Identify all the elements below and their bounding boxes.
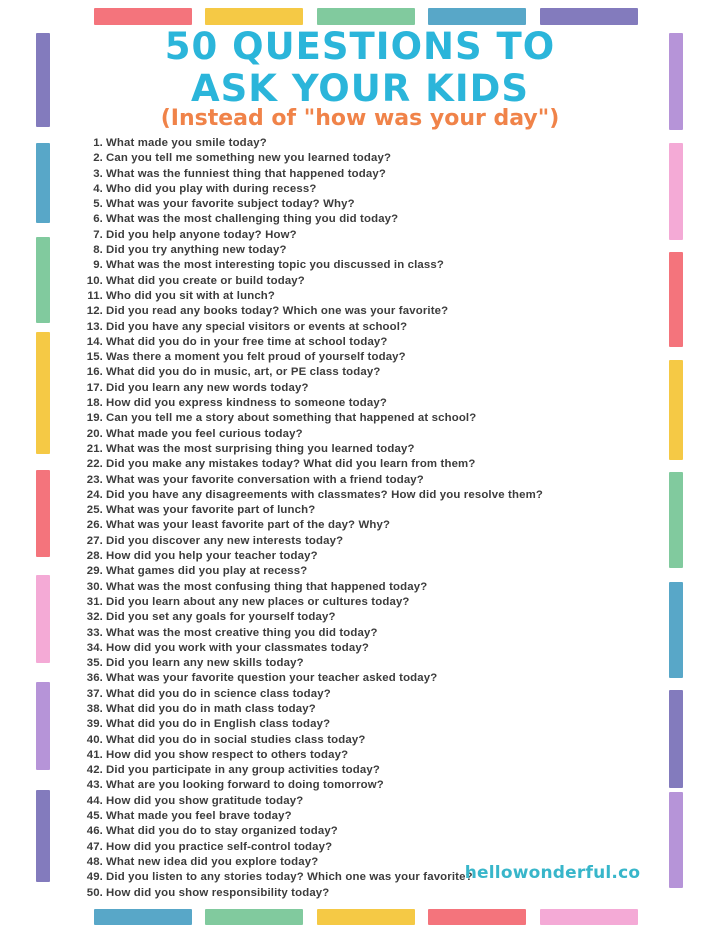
question-text: What did you create or build today? — [106, 274, 305, 287]
question-row — [58, 243, 543, 258]
question-number: 42. — [86, 764, 103, 777]
question-row — [58, 534, 543, 549]
right-bar-blue — [669, 582, 683, 678]
question-number: 2. — [93, 152, 103, 165]
question-number: 8. — [93, 244, 103, 257]
question-row — [58, 503, 543, 518]
question-number: 26. — [86, 519, 103, 532]
question-number: 6. — [93, 213, 103, 226]
question-text: Did you try anything new today? — [106, 244, 287, 257]
question-row — [58, 350, 543, 365]
question-number: 49. — [86, 871, 103, 884]
question-row — [58, 411, 543, 426]
question-text: Who did you sit with at lunch? — [106, 289, 276, 302]
question-text: Can you tell me a story about something that happened at school? — [106, 412, 477, 425]
left-bar-purple — [36, 790, 50, 882]
right-bar-coral — [669, 252, 683, 347]
question-row — [58, 840, 543, 855]
question-number: 45. — [86, 810, 103, 823]
question-text: How did you show respect to others today? — [106, 748, 349, 761]
question-text: Did you help anyone today? How? — [106, 228, 297, 241]
question-row — [58, 748, 543, 763]
page-title — [60, 26, 660, 110]
question-row — [58, 473, 543, 488]
question-text: What did you do in social studies class today? — [106, 733, 366, 746]
question-row — [58, 427, 543, 442]
question-number: 38. — [86, 702, 103, 715]
left-bar-green — [36, 237, 50, 323]
question-number: 30. — [86, 580, 103, 593]
question-row — [58, 136, 543, 151]
question-text: Did you have any special visitors or events at school? — [106, 320, 408, 333]
question-row — [58, 626, 543, 641]
bottom-bar-blue — [94, 909, 192, 925]
question-text: What made you smile today? — [106, 137, 267, 149]
question-number: 11. — [87, 289, 103, 302]
question-text: How did you express kindness to someone today? — [106, 397, 387, 410]
bottom-bar-yellow — [317, 909, 415, 925]
question-row — [58, 304, 543, 319]
right-bar-lavender — [669, 792, 683, 888]
question-row — [58, 197, 543, 212]
question-number: 21. — [86, 442, 103, 455]
question-number: 34. — [86, 641, 103, 654]
question-text: Did you have any disagreements with classmates? How did you resolve them? — [106, 488, 543, 501]
question-number: 44. — [86, 794, 103, 807]
page-title-line2: ASK YOUR KIDS — [191, 67, 529, 110]
question-row — [58, 549, 543, 564]
question-text: What did you do in science class today? — [106, 687, 331, 700]
question-number: 43. — [86, 779, 103, 792]
question-row — [58, 335, 543, 350]
question-number: 37. — [86, 687, 103, 700]
question-number: 47. — [86, 840, 103, 853]
question-row — [58, 182, 543, 197]
right-bar-green — [669, 472, 683, 568]
question-number: 16. — [86, 366, 103, 379]
question-number: 15. — [86, 351, 103, 364]
bottom-bar-green — [205, 909, 303, 925]
question-row — [58, 289, 543, 304]
question-row — [58, 365, 543, 380]
question-number: 18. — [86, 397, 103, 410]
question-row — [58, 442, 543, 457]
question-text: Did you set any goals for yourself today? — [106, 611, 336, 624]
question-text: What made you feel curious today? — [106, 427, 303, 440]
right-bar-pink — [669, 143, 683, 240]
question-row — [58, 656, 543, 671]
question-row — [58, 702, 543, 717]
question-text: What was the most interesting topic you discussed in class? — [106, 259, 444, 272]
question-number: 14. — [86, 335, 103, 348]
question-text: Was there a moment you felt proud of yourself today? — [106, 351, 406, 364]
right-bar-lavender — [669, 33, 683, 130]
question-text: What was the funniest thing that happened today? — [106, 167, 386, 180]
question-number: 48. — [86, 855, 103, 868]
question-row — [58, 794, 543, 809]
question-row — [58, 151, 543, 166]
question-text: How did you work with your classmates today? — [106, 641, 369, 654]
question-row — [58, 580, 543, 595]
question-text: How did you help your teacher today? — [106, 550, 318, 563]
question-text: Did you learn any new skills today? — [106, 657, 304, 670]
question-number: 9. — [93, 259, 103, 272]
question-text: Did you read any books today? Which one was your favorite? — [106, 305, 449, 318]
question-text: What did you do in English class today? — [106, 718, 331, 731]
question-text: What was the most surprising thing you learned today? — [106, 442, 415, 455]
question-number: 3. — [93, 167, 103, 180]
question-text: What did you do in math class today? — [106, 702, 316, 715]
question-text: What was the most challenging thing you did today? — [106, 213, 399, 226]
question-number: 39. — [86, 718, 103, 731]
question-number: 24. — [86, 488, 103, 501]
question-number: 35. — [86, 657, 103, 670]
question-text: Did you learn about any new places or cultures today? — [106, 595, 410, 608]
top-bar-coral — [94, 8, 192, 25]
question-row — [58, 763, 543, 778]
question-row — [58, 778, 543, 793]
question-text: How did you show gratitude today? — [106, 794, 304, 807]
question-number: 10. — [86, 274, 103, 287]
question-text: How did you show responsibility today? — [106, 886, 330, 899]
question-row — [58, 518, 543, 533]
question-number: 32. — [86, 611, 103, 624]
page-subtitle: (Instead of "how was your day") — [160, 106, 560, 131]
question-text: Did you make any mistakes today? What did you learn from them? — [106, 458, 476, 471]
question-text: Did you discover any new interests today? — [106, 534, 344, 547]
question-row — [58, 320, 543, 335]
question-row — [58, 228, 543, 243]
question-row — [58, 610, 543, 625]
left-bar-blue — [36, 143, 50, 223]
question-number: 50. — [86, 886, 103, 899]
question-text: Did you listen to any stories today? Which one was your favorite? — [106, 871, 473, 884]
left-bar-pink — [36, 575, 50, 663]
question-number: 33. — [86, 626, 103, 639]
top-bar-purple — [540, 8, 638, 25]
question-text: Who did you play with during recess? — [106, 182, 317, 195]
question-row — [58, 687, 543, 702]
question-number: 4. — [93, 182, 103, 195]
question-text: Did you learn any new words today? — [106, 381, 309, 394]
question-number: 7. — [93, 228, 103, 241]
question-row — [58, 641, 543, 656]
question-number: 40. — [86, 733, 103, 746]
question-number: 19. — [86, 412, 103, 425]
question-row — [58, 564, 543, 579]
question-number: 46. — [86, 825, 103, 838]
left-bar-purple — [36, 33, 50, 127]
top-bar-yellow — [205, 8, 303, 25]
question-row — [58, 824, 543, 839]
question-number: 20. — [86, 427, 103, 440]
question-number: 5. — [93, 198, 103, 211]
question-text: What new idea did you explore today? — [106, 855, 319, 868]
question-text: What did you do in your free time at school today? — [106, 335, 388, 348]
question-number: 31. — [86, 595, 103, 608]
question-row — [58, 258, 543, 273]
question-number: 41. — [86, 748, 103, 761]
question-row — [58, 457, 543, 472]
question-number: 29. — [86, 565, 103, 578]
question-text: How did you practice self-control today? — [106, 840, 333, 853]
question-text: What was your favorite part of lunch? — [106, 504, 316, 517]
question-number: 25. — [86, 504, 103, 517]
question-number: 13. — [86, 320, 103, 333]
question-number: 36. — [86, 672, 103, 685]
right-bar-purple — [669, 690, 683, 788]
question-row — [58, 671, 543, 686]
question-row — [58, 717, 543, 732]
question-text: What did you do in music, art, or PE class today? — [106, 366, 381, 379]
question-text: What was your favorite subject today? Why? — [106, 198, 355, 211]
question-number: 23. — [86, 473, 103, 486]
question-text: What was the most confusing thing that happened today? — [106, 580, 428, 593]
question-number: 17. — [86, 381, 103, 394]
question-text: Can you tell me something new you learned today? — [106, 152, 392, 165]
bottom-bar-coral — [428, 909, 526, 925]
question-number: 1. — [93, 137, 103, 149]
question-text: What are you looking forward to doing tomorrow? — [106, 779, 384, 792]
left-bar-coral — [36, 470, 50, 557]
left-bar-lavender — [36, 682, 50, 770]
question-row — [58, 809, 543, 824]
right-bar-yellow — [669, 360, 683, 460]
question-list — [58, 136, 543, 901]
question-text: What did you do to stay organized today? — [106, 825, 338, 838]
question-row — [58, 274, 543, 289]
footer-brand-link[interactable]: hellowonderful.co — [464, 863, 641, 883]
question-text: What was the most creative thing you did today? — [106, 626, 378, 639]
question-text: What was your least favorite part of the day? Why? — [106, 519, 391, 532]
question-row — [58, 733, 543, 748]
question-row — [58, 886, 543, 901]
question-number: 27. — [86, 534, 103, 547]
question-number: 28. — [86, 550, 103, 563]
question-row — [58, 396, 543, 411]
top-bar-blue — [428, 8, 526, 25]
question-text: What made you feel brave today? — [106, 810, 292, 823]
question-text: Did you participate in any group activities today? — [106, 764, 380, 777]
question-number: 12. — [86, 305, 103, 318]
question-row — [58, 167, 543, 182]
question-row — [58, 381, 543, 396]
bottom-bar-pink — [540, 909, 638, 925]
question-text: What was your favorite conversation with a friend today? — [106, 473, 424, 486]
question-text: What was your favorite question your teacher asked today? — [106, 672, 438, 685]
question-text: What games did you play at recess? — [106, 565, 308, 578]
question-row — [58, 595, 543, 610]
top-bar-green — [317, 8, 415, 25]
question-row — [58, 212, 543, 227]
left-bar-yellow — [36, 332, 50, 454]
question-row — [58, 488, 543, 503]
question-number: 22. — [86, 458, 103, 471]
page-title-line1: 50 QUESTIONS TO — [164, 25, 556, 68]
